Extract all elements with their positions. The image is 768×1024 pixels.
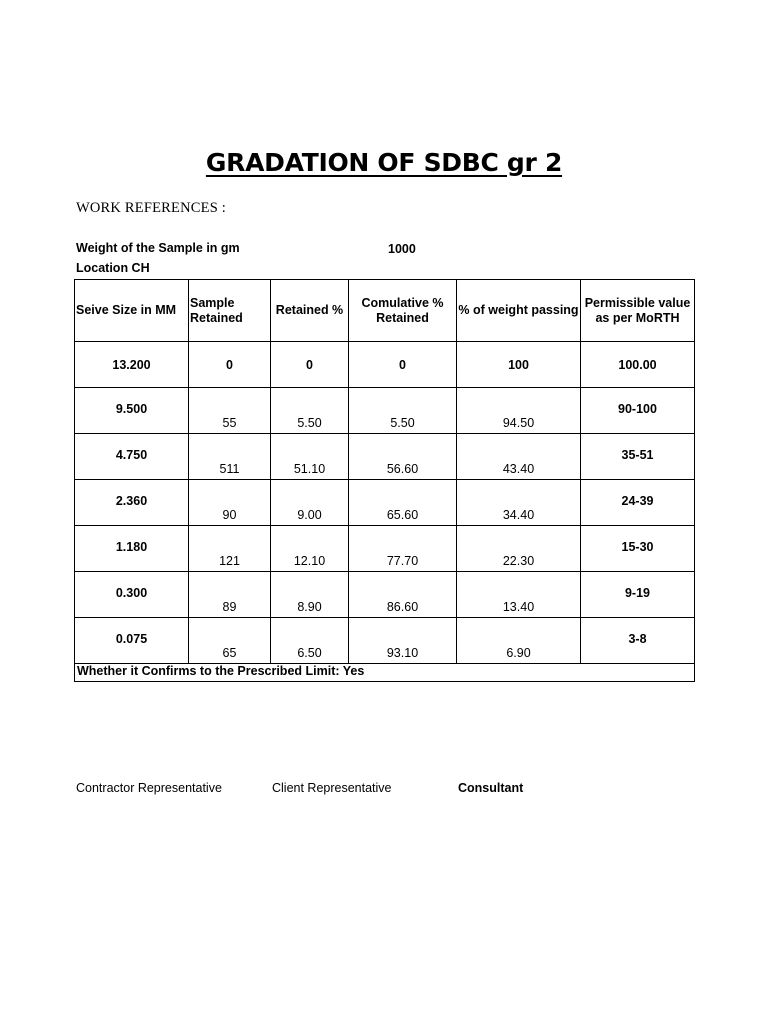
cumulative-retained-cell: 93.10 xyxy=(349,618,457,664)
sample-retained-cell: 89 xyxy=(189,572,271,618)
table-row xyxy=(75,388,695,434)
client-representative-label: Client Representative xyxy=(272,781,392,795)
permissible-value-cell: 15-30 xyxy=(581,526,695,572)
cumulative-retained-cell: 86.60 xyxy=(349,572,457,618)
table-row xyxy=(75,572,695,618)
weight-passing-cell: 34.40 xyxy=(457,480,581,526)
sample-retained-cell: 511 xyxy=(189,434,271,480)
header-sieve-size: Seive Size in MM xyxy=(75,280,189,342)
table-row xyxy=(75,526,695,572)
sieve-size-cell: 4.750 xyxy=(75,434,189,480)
table-row xyxy=(75,480,695,526)
table-row xyxy=(75,434,695,480)
header-cumulative-retained: Comulative % Retained xyxy=(349,280,457,342)
retained-percent-cell: 12.10 xyxy=(271,526,349,572)
sieve-size-cell: 0.300 xyxy=(75,572,189,618)
header-weight-passing: % of weight passing xyxy=(457,280,581,342)
retained-percent-cell: 5.50 xyxy=(271,388,349,434)
weight-passing-cell: 6.90 xyxy=(457,618,581,664)
permissible-value-cell: 24-39 xyxy=(581,480,695,526)
permissible-value-cell: 90-100 xyxy=(581,388,695,434)
cumulative-retained-cell: 56.60 xyxy=(349,434,457,480)
cumulative-retained-cell: 0 xyxy=(349,342,457,388)
permissible-value-cell: 9-19 xyxy=(581,572,695,618)
confirmation-text: Whether it Confirms to the Prescribed Limit: Yes xyxy=(75,664,695,682)
permissible-value-cell: 35-51 xyxy=(581,434,695,480)
retained-percent-cell: 51.10 xyxy=(271,434,349,480)
cumulative-retained-cell: 65.60 xyxy=(349,480,457,526)
cumulative-retained-cell: 5.50 xyxy=(349,388,457,434)
header-retained-percent: Retained % xyxy=(271,280,349,342)
retained-percent-cell: 9.00 xyxy=(271,480,349,526)
sample-retained-cell: 55 xyxy=(189,388,271,434)
gradation-table xyxy=(74,279,695,682)
permissible-value-cell: 100.00 xyxy=(581,342,695,388)
weight-passing-cell: 100 xyxy=(457,342,581,388)
table-row xyxy=(75,618,695,664)
sample-retained-cell: 121 xyxy=(189,526,271,572)
page-title: GRADATION OF SDBC gr 2 xyxy=(205,148,563,177)
sample-retained-cell: 65 xyxy=(189,618,271,664)
weight-passing-cell: 43.40 xyxy=(457,434,581,480)
contractor-representative-label: Contractor Representative xyxy=(76,781,222,795)
permissible-value-cell: 3-8 xyxy=(581,618,695,664)
work-references-label: WORK REFERENCES : xyxy=(76,200,227,216)
table-row xyxy=(75,342,695,388)
weight-passing-cell: 13.40 xyxy=(457,572,581,618)
consultant-label: Consultant xyxy=(458,781,524,795)
sample-weight-label: Weight of the Sample in gm xyxy=(76,241,240,255)
confirmation-row xyxy=(75,664,695,682)
sieve-size-cell: 13.200 xyxy=(75,342,189,388)
retained-percent-cell: 6.50 xyxy=(271,618,349,664)
table-header-row xyxy=(75,280,695,342)
sample-retained-cell: 90 xyxy=(189,480,271,526)
location-label: Location CH xyxy=(76,261,150,275)
header-permissible-value: Permissible value as per MoRTH xyxy=(581,280,695,342)
sample-weight-value: 1000 xyxy=(388,242,416,256)
sieve-size-cell: 9.500 xyxy=(75,388,189,434)
weight-passing-cell: 94.50 xyxy=(457,388,581,434)
sieve-size-cell: 1.180 xyxy=(75,526,189,572)
sieve-size-cell: 2.360 xyxy=(75,480,189,526)
retained-percent-cell: 8.90 xyxy=(271,572,349,618)
sample-retained-cell: 0 xyxy=(189,342,271,388)
cumulative-retained-cell: 77.70 xyxy=(349,526,457,572)
header-sample-retained: Sample Retained xyxy=(189,280,271,342)
retained-percent-cell: 0 xyxy=(271,342,349,388)
sieve-size-cell: 0.075 xyxy=(75,618,189,664)
weight-passing-cell: 22.30 xyxy=(457,526,581,572)
